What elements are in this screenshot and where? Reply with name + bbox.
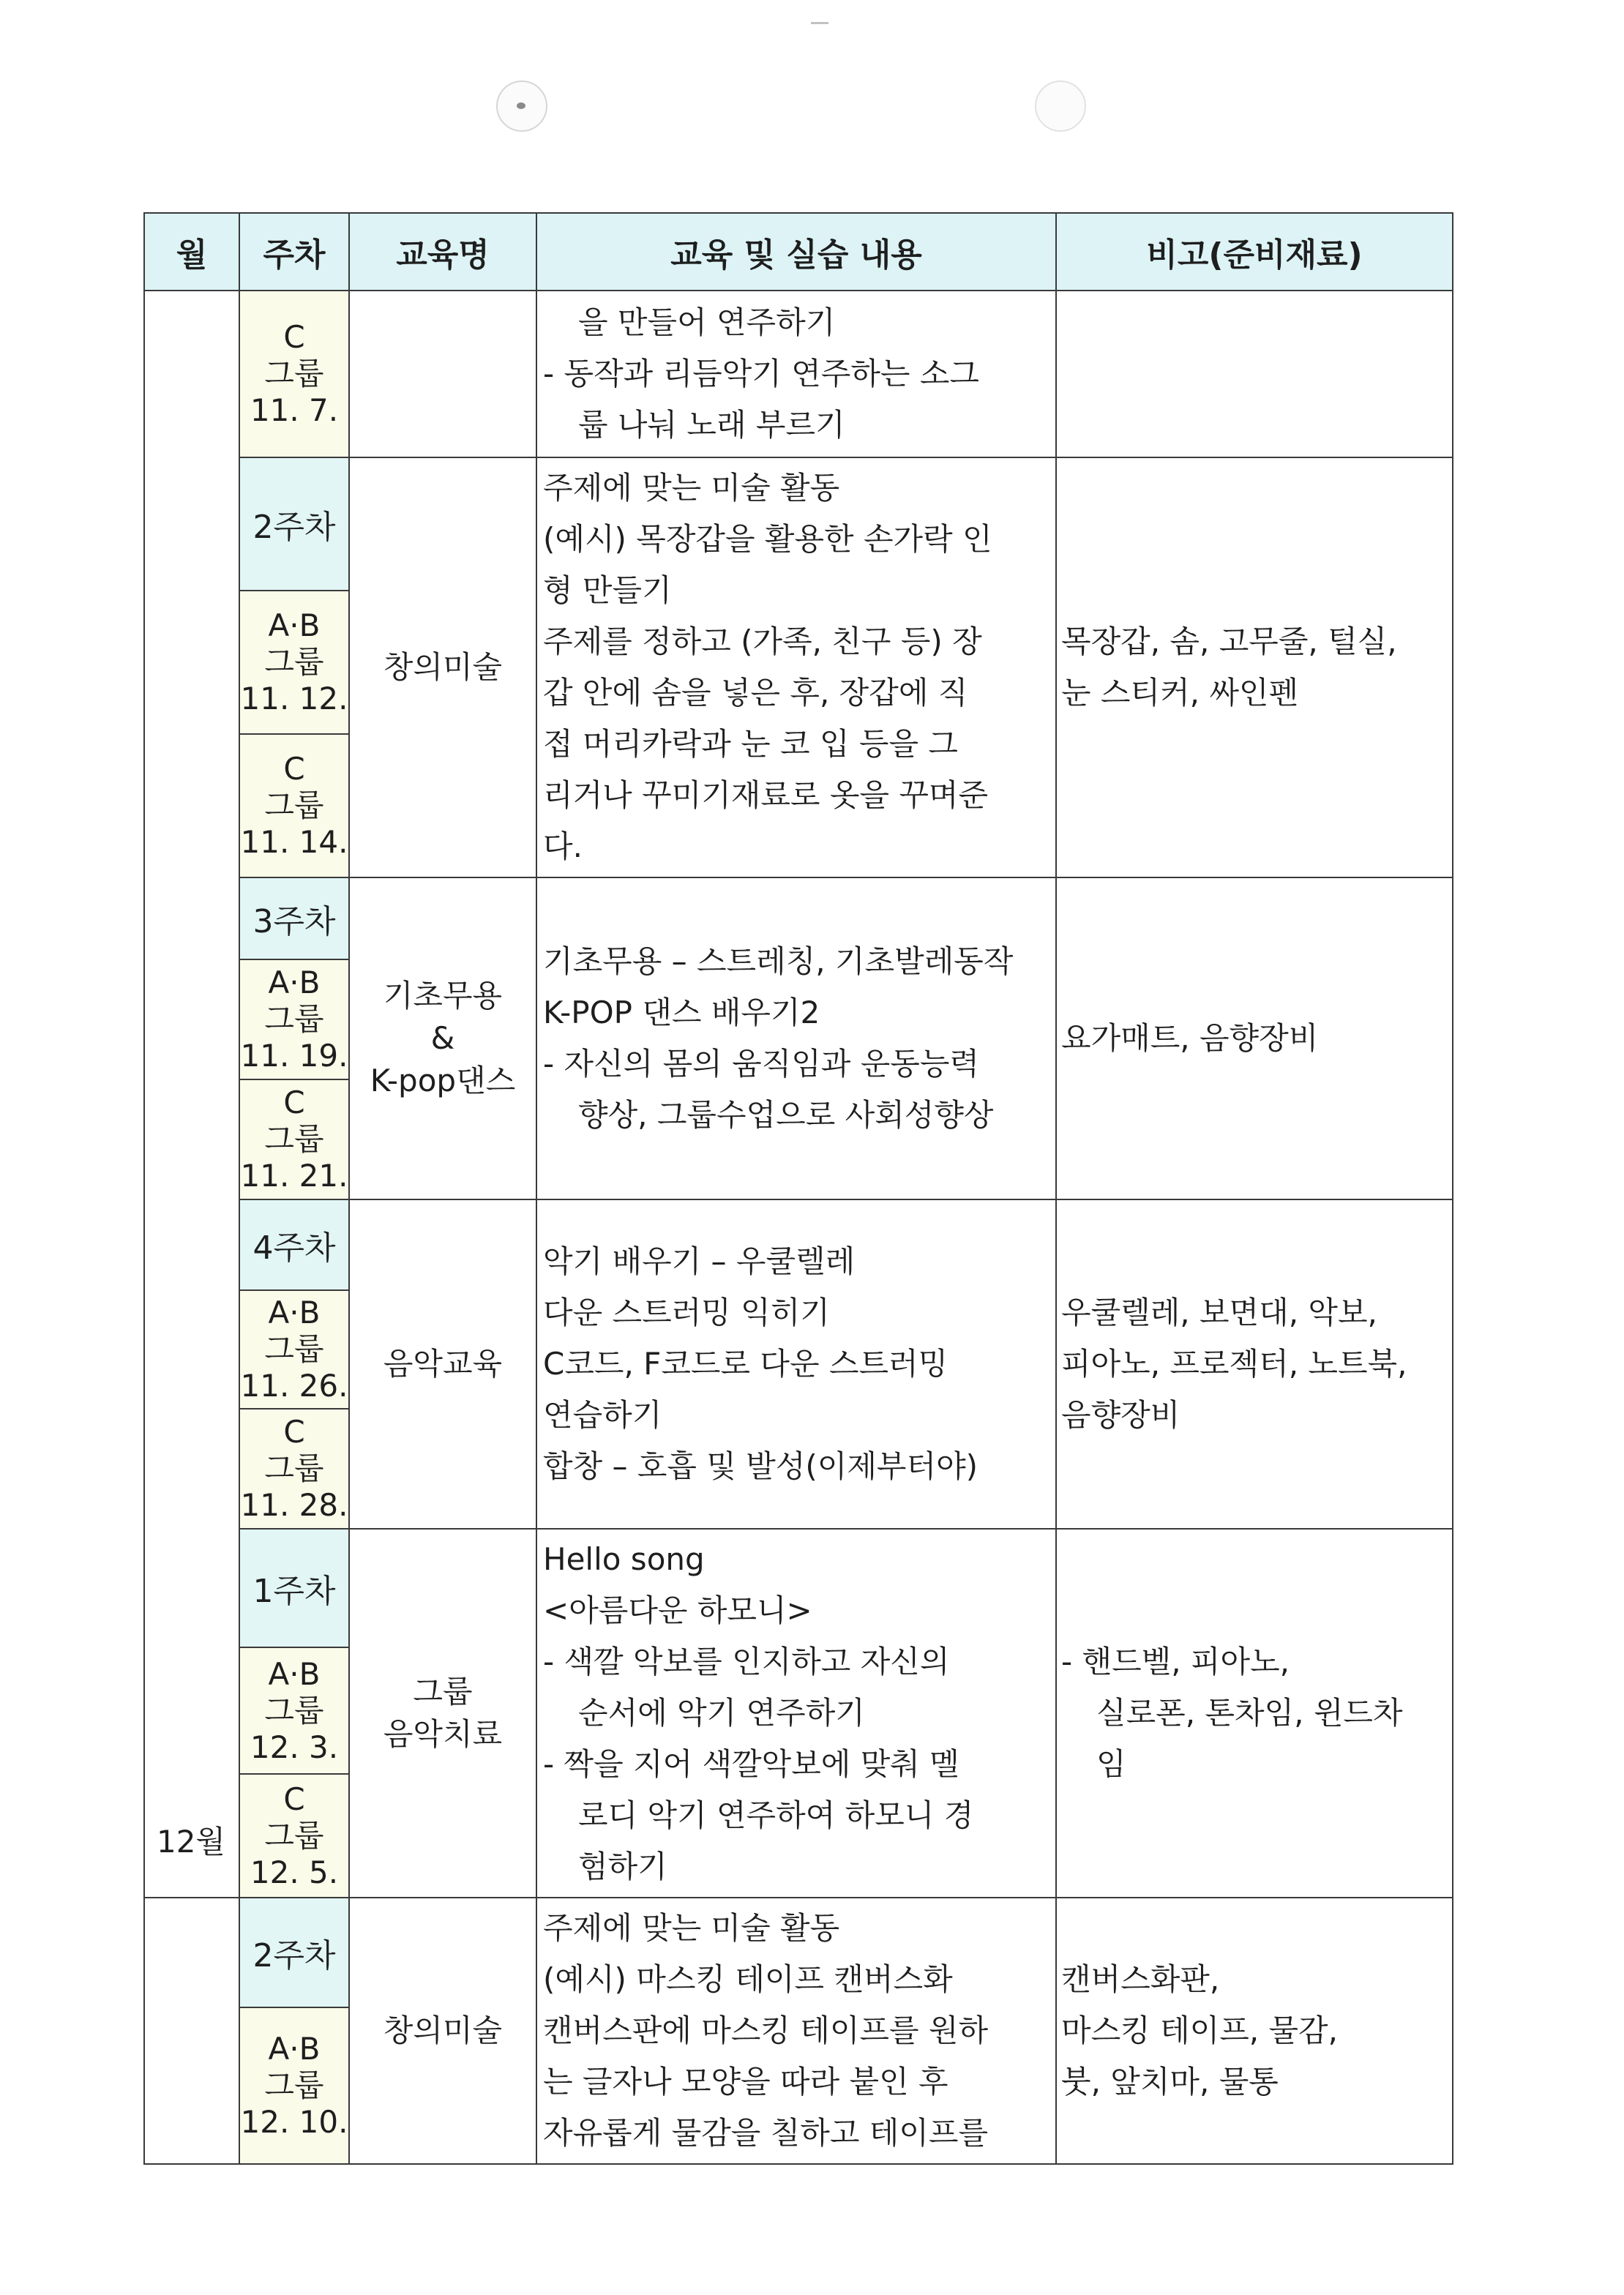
header-week: 주차 <box>239 213 349 291</box>
month-cell-december <box>144 1898 239 2164</box>
week-line: A·B <box>268 1655 321 1692</box>
content-line: (예시) 목장갑을 활용한 손가락 인 <box>543 521 992 557</box>
notes-line: 실로폰, 톤차임, 윈드차 <box>1096 1695 1403 1731</box>
content-line: - 짝을 지어 색깔악보에 맞춰 멜 <box>543 1746 959 1782</box>
content-cell <box>536 291 1056 457</box>
header-notes: 비고(준비재료) <box>1056 213 1453 291</box>
table-row <box>144 457 1453 591</box>
week-line: 12. 3. <box>250 1729 339 1765</box>
week-line: 그룹 <box>264 1331 324 1367</box>
content-line: 로디 악기 연주하여 하모니 경 <box>578 1797 974 1833</box>
week-line: C <box>283 1085 305 1120</box>
punch-hole-right <box>1035 81 1086 132</box>
content-line: 합창 – 호흡 및 발성(이제부터야) <box>543 1448 978 1484</box>
week-line: C <box>283 319 305 355</box>
name-line: K-pop댄스 <box>370 1063 516 1098</box>
week-line: 그룹 <box>264 1817 324 1854</box>
week-label: 2주차 <box>239 457 349 591</box>
content-line: 순서에 악기 연주하기 <box>578 1695 865 1731</box>
notes-line: 마스킹 테이프, 물감, <box>1061 2013 1338 2048</box>
name-line: 기초무용 <box>383 978 503 1014</box>
notes-line: 붓, 앞치마, 물통 <box>1061 2064 1279 2100</box>
week-label: 2주차 <box>239 1898 349 2007</box>
content-line: 룹 나눠 노래 부르기 <box>578 407 845 443</box>
week-cell-c <box>239 1409 349 1529</box>
month-cell-november <box>144 291 239 1898</box>
week-label: 1주차 <box>239 1529 349 1647</box>
notes-line: 목장갑, 솜, 고무줄, 털실, <box>1061 624 1397 659</box>
content-line: <아름다운 하모니> <box>543 1592 812 1628</box>
week-line: 11. 7. <box>250 392 339 428</box>
notes-cell <box>1056 1199 1453 1529</box>
content-cell <box>536 1199 1056 1529</box>
content-line: 갑 안에 솜을 넣은 후, 장갑에 직 <box>543 675 968 711</box>
notes-line: 요가매트, 음향장비 <box>1061 1020 1319 1056</box>
content-line: - 동작과 리듬악기 연주하는 소그 <box>543 356 979 392</box>
week-line: A·B <box>268 2031 321 2067</box>
week-cell-c <box>239 1079 349 1199</box>
notes-line: 피아노, 프로젝터, 노트북, <box>1061 1346 1407 1382</box>
schedule-table <box>143 212 1453 2165</box>
name-line: 그룹 <box>413 1674 473 1710</box>
week-cell-c <box>239 734 349 877</box>
notes-cell <box>1056 877 1453 1199</box>
week-cell-ab <box>239 959 349 1079</box>
week-line: 12. 10. <box>240 2104 348 2140</box>
content-line: 주제에 맞는 미술 활동 <box>543 470 840 506</box>
week-cell-c <box>239 1774 349 1898</box>
header-content: 교육 및 실습 내용 <box>536 213 1056 291</box>
content-line: Hello song <box>543 1541 705 1577</box>
week-line: 11. 21. <box>240 1158 348 1194</box>
content-line: 을 만들어 연주하기 <box>578 304 836 340</box>
table-row <box>144 877 1453 959</box>
week-line: 그룹 <box>264 2067 324 2103</box>
content-line: 형 만들기 <box>543 572 672 608</box>
notes-line: 임 <box>1096 1746 1126 1782</box>
notes-line: 캔버스화판, <box>1061 1961 1220 1997</box>
notes-line: 음향장비 <box>1061 1397 1180 1433</box>
week-line: C <box>283 751 305 787</box>
name-cell <box>349 877 536 1199</box>
week-line: C <box>283 1414 305 1450</box>
week-cell-ab <box>239 1647 349 1774</box>
content-line: - 색깔 악보를 인지하고 자신의 <box>543 1644 950 1680</box>
week-line: A·B <box>268 965 321 1000</box>
content-line: K-POP 댄스 배우기2 <box>543 995 820 1030</box>
content-line: 악기 배우기 – 우쿨렐레 <box>543 1243 856 1279</box>
content-cell <box>536 457 1056 877</box>
week-line: 그룹 <box>264 1692 324 1729</box>
week-line: 11. 28. <box>240 1487 348 1523</box>
content-line: 험하기 <box>578 1849 667 1884</box>
notes-line: 우쿨렐레, 보면대, 악보, <box>1061 1295 1377 1330</box>
week-line: 그룹 <box>264 644 324 680</box>
name-cell <box>349 1529 536 1898</box>
week-line: A·B <box>268 607 321 643</box>
content-line: 다운 스트러밍 익히기 <box>543 1295 830 1330</box>
week-line: 그룹 <box>264 356 324 392</box>
content-line: 연습하기 <box>543 1397 662 1433</box>
content-cell <box>536 1529 1056 1898</box>
table-row <box>144 1898 1453 2007</box>
content-line: (예시) 마스킹 테이프 캔버스화 <box>543 1961 953 1997</box>
week-line: 11. 14. <box>240 824 348 860</box>
table-row <box>144 1199 1453 1290</box>
week-cell-c <box>239 291 349 457</box>
week-line: 11. 12. <box>240 681 348 716</box>
content-line: C코드, F코드로 다운 스트러밍 <box>543 1346 948 1382</box>
week-cell-ab <box>239 591 349 734</box>
content-line: 기초무용 – 스트레칭, 기초발레동작 <box>543 943 1014 979</box>
week-line: 11. 26. <box>240 1368 348 1404</box>
header-name: 교육명 <box>349 213 536 291</box>
table-row <box>144 1529 1453 1647</box>
notes-cell <box>1056 1898 1453 2164</box>
punch-hole-left <box>496 81 547 132</box>
week-cell-ab <box>239 1290 349 1409</box>
name-line: & <box>430 1020 455 1056</box>
content-line: 는 글자나 모양을 따라 붙인 후 <box>543 2064 948 2100</box>
name-cell <box>349 1898 536 2164</box>
content-line: 향상, 그룹수업으로 사회성향상 <box>578 1097 994 1133</box>
week-line: 그룹 <box>264 1121 324 1157</box>
table-row <box>144 291 1453 457</box>
week-cell-ab <box>239 2007 349 2164</box>
content-line: 주제에 맞는 미술 활동 <box>543 1910 840 1946</box>
scan-speck <box>811 22 828 24</box>
name-cell <box>349 1199 536 1529</box>
header-month: 월 <box>144 213 239 291</box>
week-line: 12. 5. <box>250 1854 339 1890</box>
name-line: 창의미술 <box>383 649 503 685</box>
week-line: 11. 19. <box>240 1038 348 1074</box>
week-label: 4주차 <box>239 1199 349 1290</box>
month-label-december: 12월 <box>151 1818 231 1862</box>
content-line: 자유롭게 물감을 칠하고 테이프를 <box>543 2115 989 2151</box>
content-line: 캔버스판에 마스킹 테이프를 원하 <box>543 2013 989 2048</box>
name-line: 음악치료 <box>383 1716 503 1752</box>
notes-cell <box>1056 457 1453 877</box>
name-line: 음악교육 <box>383 1346 503 1382</box>
week-line: A·B <box>268 1295 321 1330</box>
week-label: 3주차 <box>239 877 349 959</box>
content-cell <box>536 1898 1056 2164</box>
header-row <box>144 213 1453 291</box>
name-line: 창의미술 <box>383 2013 503 2048</box>
content-line: 접 머리카락과 눈 코 입 등을 그 <box>543 726 958 762</box>
notes-line: 눈 스티커, 싸인펜 <box>1061 675 1299 711</box>
week-line: 그룹 <box>264 1001 324 1037</box>
notes-line: - 핸드벨, 피아노, <box>1061 1644 1290 1680</box>
name-cell <box>349 291 536 457</box>
content-line: - 자신의 몸의 움직임과 운동능력 <box>543 1046 979 1082</box>
notes-cell <box>1056 291 1453 457</box>
content-line: 리거나 꾸미기재료로 옷을 꾸며준 <box>543 777 989 813</box>
week-line: C <box>283 1781 305 1817</box>
content-line: 주제를 정하고 (가족, 친구 등) 장 <box>543 624 982 659</box>
content-cell <box>536 877 1056 1199</box>
content-line: 다. <box>543 828 583 864</box>
name-cell <box>349 457 536 877</box>
notes-cell <box>1056 1529 1453 1898</box>
week-line: 그룹 <box>264 1450 324 1486</box>
week-line: 그룹 <box>264 787 324 823</box>
